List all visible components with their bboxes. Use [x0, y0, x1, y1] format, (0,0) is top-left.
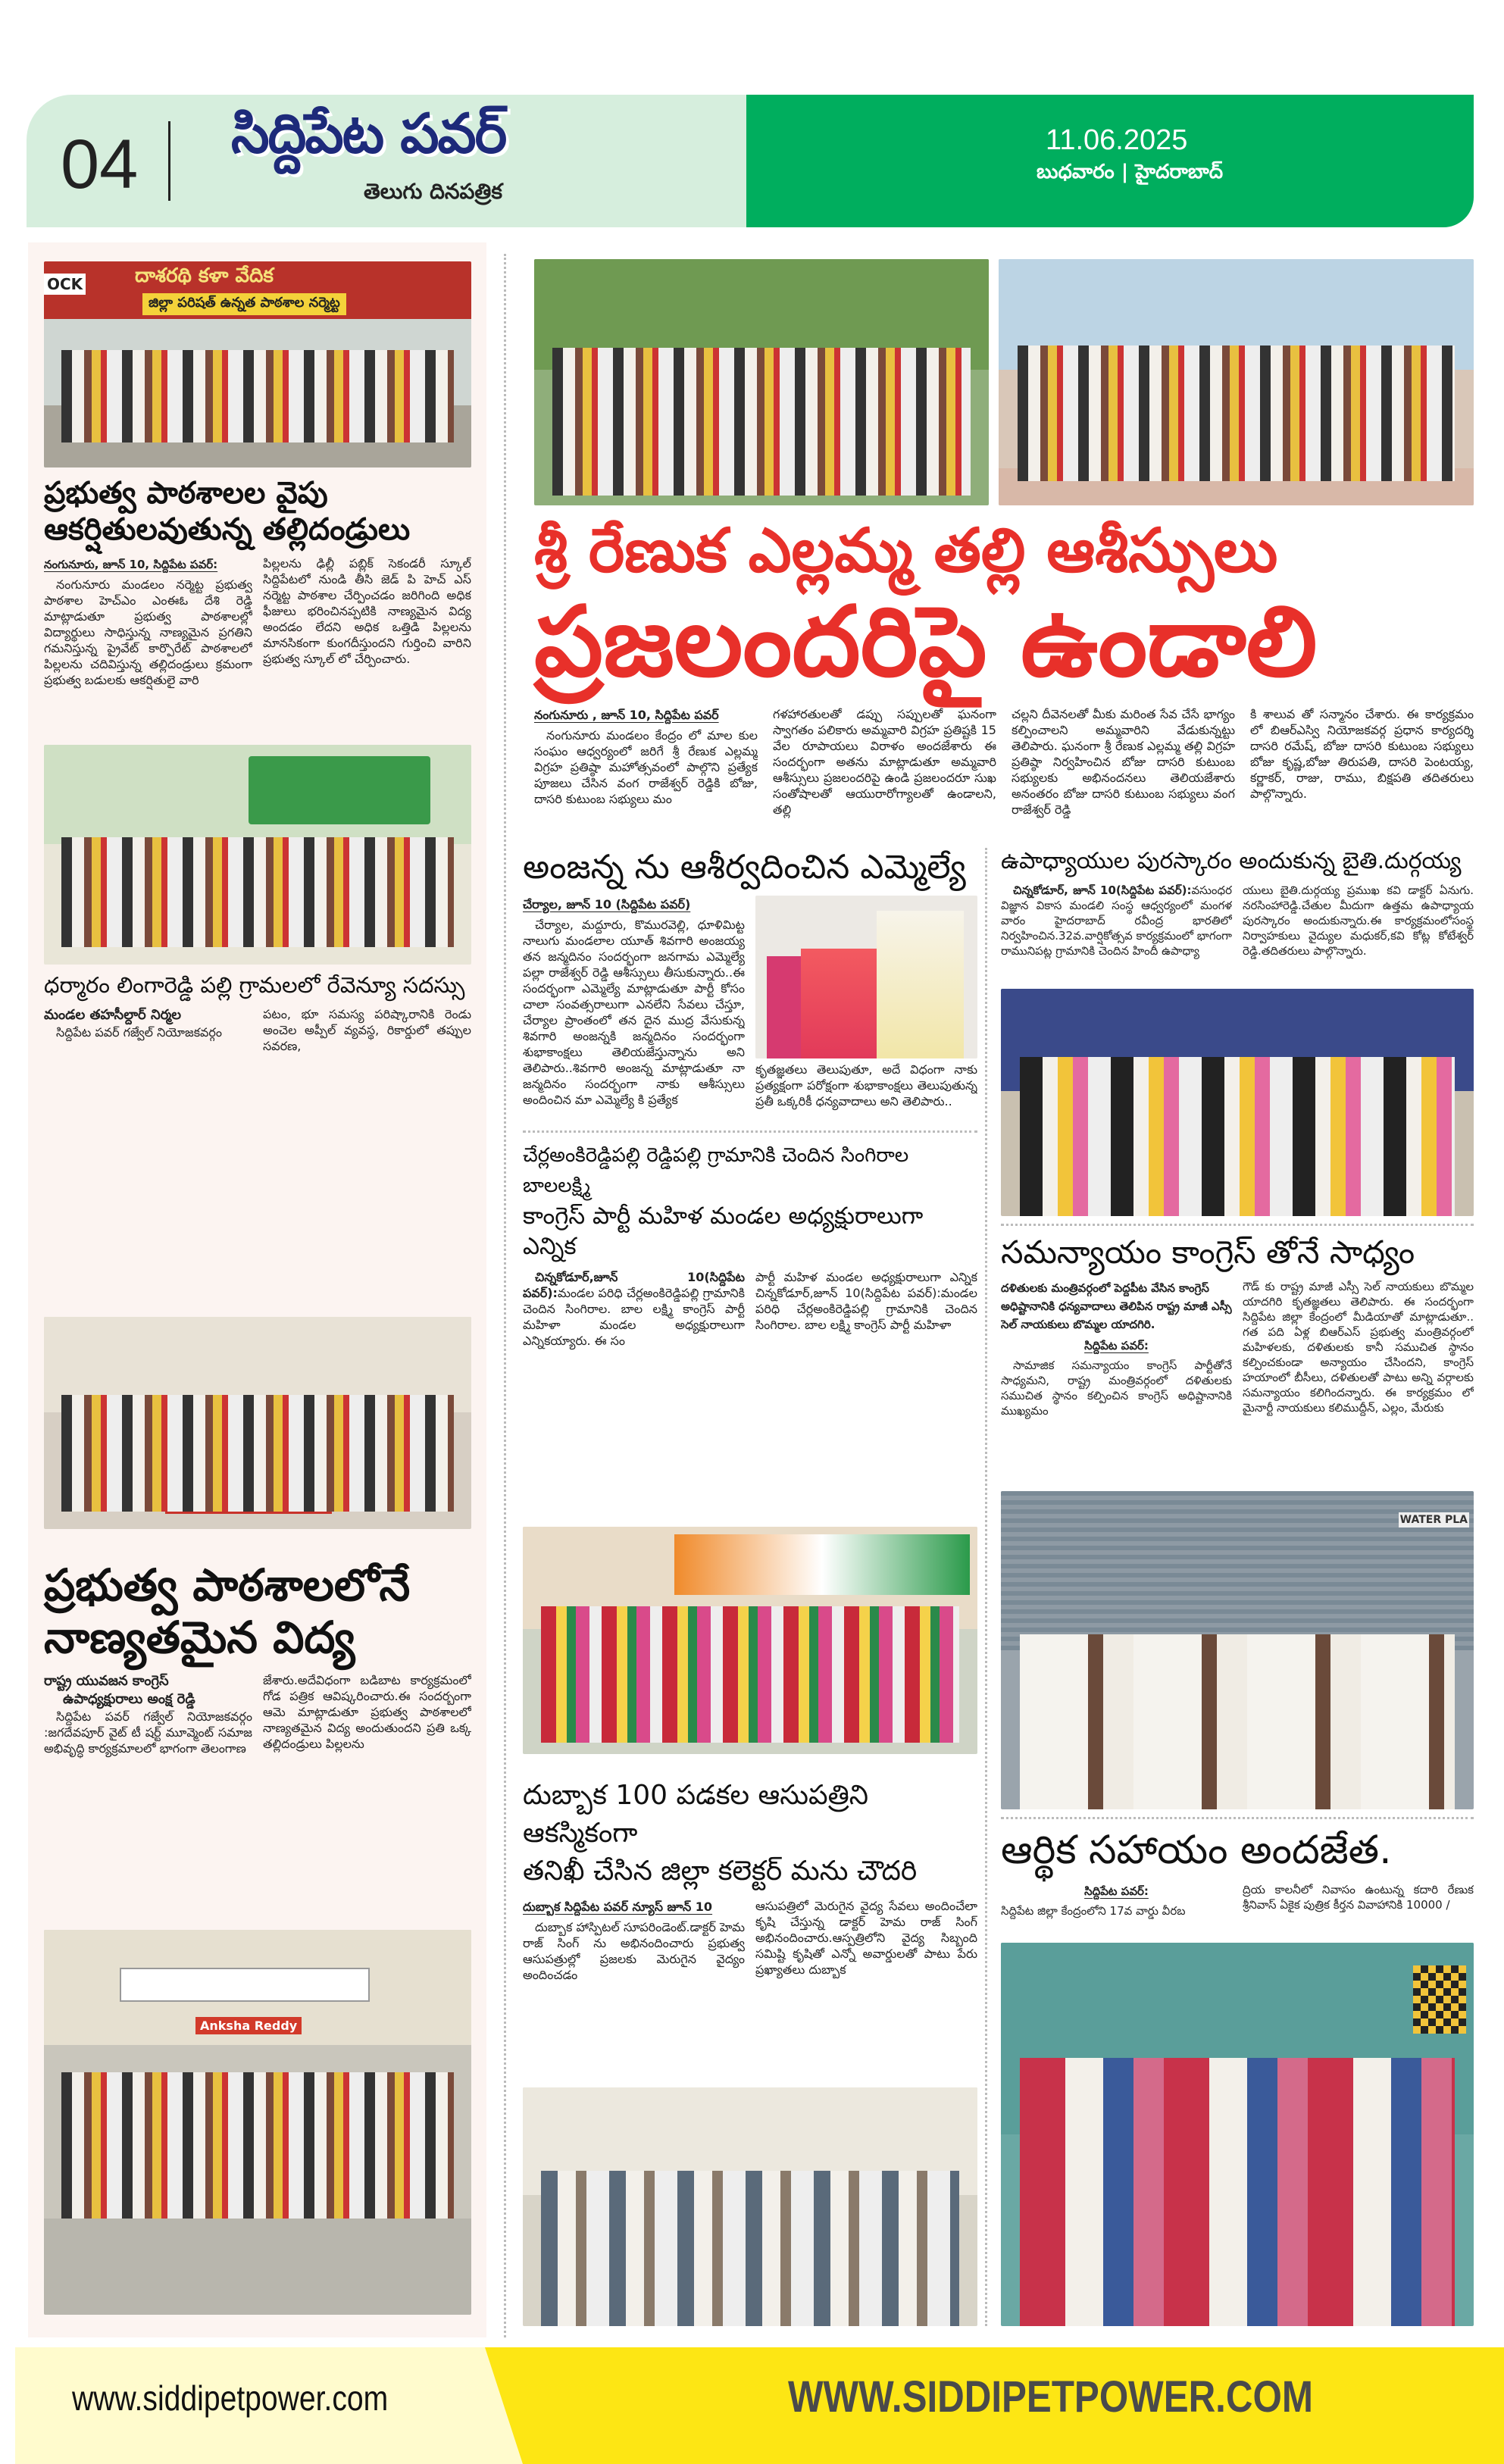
hospital-inspection-photo — [523, 2087, 977, 2326]
byline: సిద్దిపేట పవర్: — [1084, 1884, 1149, 1898]
article-column — [1243, 1882, 1474, 1935]
article-columns — [523, 1269, 977, 1519]
headline-line: శ్రీ రేణుక ఎల్లమ్మ తల్లి ఆశీస్సులు — [534, 515, 1278, 586]
article-body: జేశారు.అదేవిధంగా బడిబాట కార్యక్రమంలో గోడ పత్రిక ఆవిష్కరించారు.ఈ సందర్బంగా ఆమె మాట్లాడుతూ ప్రభుత్వ పాఠశాలలో నాణ్యతమైన విద్య అందుతుందని ప్రతి ఒక్క తల్లిదండ్రులు పిల్లలను — [263, 1672, 471, 1751]
headline — [523, 1777, 977, 1890]
headline: ఉపాధ్యాయుల పురస్కారం అందుకున్న బైతి.దుర్గయ్య — [1001, 848, 1462, 874]
subheadline: మండల తహసీల్దార్ నిర్మల — [44, 1006, 182, 1023]
article-column — [44, 555, 252, 737]
mla-blessing-photo — [755, 896, 977, 1058]
subheadline-line: రాష్ట్ర యువజన కాంగ్రెస్ — [44, 1672, 169, 1689]
article-body: కి శాలువ తో సన్మానం చేశారు. ఈ కార్యక్రమం లో బిఆర్ఎస్వి నియోజకవర్గ ప్రధాన కార్యదర్శి దాసరి రమేష్, బోజు దాసరి కుటుంబ సభ్యులు బోజు కృష్ణ,బోజు తిరుపతి, దాసరి పెంటయ్య, కర్ణాకర్, రాజు, రాము, బిక్షపతి తదితరులు పాల్గొన్నారు. — [1250, 707, 1474, 801]
headline — [523, 1140, 977, 1262]
headline-line: నాణ్యతమైన విద్య — [44, 1612, 355, 1664]
article-body: చేర్యాల, మద్దూరు, కొమురవెల్లి, ధూళిమిట్ట నాలుగు మండలాల యూత్ శివగారి అంజయ్య తన జన్మదినం సందర్భంగా జనగామ ఎమ్మెల్యే పల్లా రాజేశ్వర్ రెడ్డి ఆశీస్సులు తీసుకున్నారు..ఈ సందర్భంగా ఎమ్మెల్యే మాట్లాడుతూ పార్టీ కోసం చాలా సంవత్సరాలుగా ఎనలేని సేవలు చేస్తూ, చేర్యాల ప్రాంతంలో తన దైన ముద్ర వేసుకున్న శివగారి అంజన్నకి జన్మదినం సందర్భంగా శుభాకాంక్షలు తెలియజేస్తున్నాను అని తెలిపారు..శివగారి అంజన్న మాట్లాడుతూ నా జన్మదినం సందర్భంగా నాకు ఆశీస్సులు అందించిన మా ఎమ్మెల్యే కి ప్రత్యేక — [523, 917, 745, 1107]
article-body: యులు బైతి.దుర్గయ్య ప్రముఖ కవి డాక్టర్ ఏనుగు. నరసింహారెడ్డి.చేతుల మీదుగా ఉత్తమ ఉపాధ్యాయ పురస్కారం అందుకున్నారు.ఈ కార్యక్రమంలోసంస్థ నిర్వాహకులు వైద్యుల మధుకర్,కవి కోట్ల కోటేశ్వర్ రెడ్డి.తదితరులు పాల్గొన్నారు. — [1243, 883, 1474, 958]
article-body: నంగునూరు మండలం నర్మెట్ట ప్రభుత్వ పాఠశాల హెచ్ఎం ఎంఈఓ దేశి రెడ్డి మాట్లాడుతూ ప్రభుత్వ పాఠశాలల్లో విద్యార్థులు సాధిస్తున్న నాణ్యమైన ప్రగతిని గమనిస్తున్న ప్రైవేట్ కార్పొరేట్ పాఠశాలలో పిల్లలను చదివిస్తున్న తల్లిదండ్రులు క్రమంగా ప్రభుత్వ బడులకు ఆకర్షితులై వారి — [44, 577, 252, 687]
article-column — [1243, 883, 1474, 981]
article-columns — [1001, 883, 1474, 981]
newspaper-tagline: తెలుగు దినపత్రిక — [364, 179, 502, 204]
article-body: సిద్దిపేట జిల్లా కేంద్రంలోని 17వ వార్డు వీరబ — [1001, 1903, 1186, 1918]
article-body: ఆసుపత్రిలో మెరుగైన వైద్య సేవలు అందించేలా కృషి చేస్తున్న డాక్టర్ హెమ రాజ్ సింగ్ అభినందించారు.ఆస్పత్రిలోని వైద్య సిబ్బంది సమిష్టి కృషితో ఎన్నో అవార్డులతో పాటు పేరు ప్రఖ్యాతలు దుబ్బాక — [755, 1898, 977, 1977]
byline: చేర్యాల, జూన్ 10 (సిద్దిపేట పవర్) — [523, 896, 691, 911]
headline: ధర్మారం లింగారెడ్డి పల్లి గ్రామలలో రేవెన్యూ సదస్సు — [44, 972, 465, 998]
article-column — [1001, 1279, 1232, 1484]
subheadline: దళితులకు మంత్రివర్గంలో పెద్దపీట వేసిన కాంగ్రెస్ అధిష్టానానికి ధన్యవాదాలు తెలిపిన రాష్ట్ర మాజీ ఎస్సీ సెల్ నాయకులు బొమ్మల యాదగిరి. — [1001, 1281, 1232, 1332]
headline-line: ప్రభుత్వ పాఠశాలల వైపు — [44, 476, 328, 511]
headline: సమన్యాయం కాంగ్రెస్ తోనే సాధ్యం — [1001, 1234, 1415, 1271]
article-body: సిద్దిపేట పవర్ గజ్వేల్ నియోజకవర్గం — [56, 1024, 223, 1040]
article-column — [44, 1006, 252, 1309]
article-column — [1001, 883, 1232, 981]
byline: నంగునూరు, జూన్ 10, సిద్దిపేట పవర్: — [44, 558, 218, 571]
photo-sign: దాశరథి కళా వేదిక — [135, 264, 274, 287]
financial-aid-photo — [1001, 1943, 1474, 2326]
article-body: పిల్లలను ఢిల్లీ పబ్లిక్ సెకండరీ స్కూల్ సిద్దిపేటలో నుండి తీసి జెడ్ పి హెచ్ ఎస్ నర్మెట్ట పాఠశాల చేర్పించడం జరిగింది అధిక ఫీజులు భరించినప్పటికి నాణ్యమైన విద్య అందడం లేదని అధిక ఒత్తిడి పిల్లలను మానసికంగా కుంగదీస్తుందని గుర్తించి వారిని ప్రభుత్వ స్కూల్ లో చేర్పించారు. — [263, 556, 471, 666]
renuka-yellamma-photo-2 — [999, 259, 1474, 505]
article-text: వసుంధర విజ్ఞాన వికాస మండలి సంస్థ ఆధ్వర్యంలో మంగళ వారం హైదరాబాద్ రవీంద్ర భారతిలో నిర్వహించిన.32వ.వార్షికోత్సవ కార్యక్రమంలో భాగంగా రామునిపట్ల గ్రామానికి చెందిన హిందీ ఉపాధ్యా — [1001, 883, 1232, 958]
article-column — [755, 1898, 977, 2080]
dateline: చిన్నకోడూర్,జూన్ 10(సిద్దిపేట పవర్): — [523, 1269, 745, 1300]
article-columns — [523, 896, 977, 1123]
article-column — [1001, 1882, 1232, 1935]
revenue-sadassu-photo — [44, 1317, 471, 1529]
article-column — [1243, 1279, 1474, 1484]
row-divider — [1001, 1817, 1474, 1819]
congress-leaders-photo — [1001, 1491, 1474, 1809]
renuka-yellamma-photo-1 — [534, 259, 989, 505]
revenue-meeting-photo — [44, 745, 471, 965]
page-number: 04 — [61, 126, 139, 203]
main-area — [523, 259, 1474, 2326]
divider — [168, 121, 170, 201]
website-link-banner[interactable]: WWW.SIDDIPETPOWER.COM — [788, 2372, 1313, 2422]
article-column — [523, 896, 745, 1123]
teacher-award-photo — [1001, 989, 1474, 1216]
article-column — [1012, 706, 1235, 839]
article-text: మండల పరిధి చేర్లఅంకిరెడ్డిపల్లి గ్రామానికి చెందిన సింగిరాల. బాల లక్ష్మి కాంగ్రెస్ పార్టీ మహిళా మండల అధ్యక్షురాలుగా ఎన్నికయ్యారు. ఈ సం — [523, 1285, 745, 1348]
article-columns — [523, 1898, 977, 2080]
headline — [44, 1559, 471, 1665]
article-body: కృతజ్ఞతలు తెలుపుతూ, అదే విధంగా నాకు ప్రత్యక్షంగా పరోక్షంగా శుభాకాంక్షలు తెలుపుతున్న ప్రతీ ఒక్కరికీ ధన్యవాదాలు అని తెలిపారు.. — [755, 1062, 977, 1108]
article-body: గళహారతులతో డప్పు సప్పులతో ఘనంగా స్వాగతం పలికారు అమ్మవారి విగ్రహ ప్రతిష్టకి 15 వేల రూపాయలు విరాళం అందజేశారు ఈ సందర్భంగా అతను మాట్లాడుతూ అమ్మవారి ఆశీస్సులు ప్రజలందరిపై ఉండి ప్రజలందరూ సుఖ సంతోషాలతో ఆయురారోగ్యాలతో ఉండాలని, తల్లి — [773, 707, 996, 817]
lead-headline — [523, 514, 1474, 697]
headline — [44, 475, 471, 548]
dateline: చిన్నకోడూర్, జూన్ 10(సిద్దిపేట పవర్): — [1013, 883, 1192, 897]
column-divider — [504, 254, 506, 2337]
article-column — [263, 555, 471, 737]
article-body: పటం, భూ సమస్య పరిష్కారానికి రెండు అంచెల అప్పీల్ వ్యవస్థ, రికార్డులో తప్పుల సవరణ, — [263, 1006, 471, 1053]
article-body: సామాజిక సమన్యాయం కాంగ్రెస్ పార్టీతోనే సాధ్యమని, రాష్ట్ర మంత్రివర్గంలో దళితులకు సముచిత స్థానం కల్పించిన కాంగ్రెస్ అధిష్టానానికి ముఖ్యమం — [1001, 1359, 1232, 1418]
right-column — [985, 848, 1474, 2326]
article-body: దుబ్బాక హాస్పిటల్ సూపరిండెంట్.డాక్టర్ హెమ రాజ్ సింగ్ ను అభినందించారు ప్రభుత్వ ఆసుపత్రుల్లో ప్రజలకు మెరుగైన వైద్యం అందించడం — [523, 1919, 745, 1982]
article-body: నంగునూరు మండలం కేంద్రం లో మాల కుల సంఘం ఆధ్వర్యంలో జరిగే శ్రీ రేణుక ఎల్లమ్మ విగ్రహ ప్రతిష్ఠా మహోత్సవంలో పాల్గొని ప్రత్యేక పూజలు చేసిన వంగ రాజేశ్వర్ రెడ్డికి బోజు, దాసరి కుటుంబ సభ్యులు మం — [534, 728, 758, 806]
byline: నంగునూరు , జూన్ 10, సిద్దిపేట పవర్ — [534, 708, 719, 722]
article-column — [534, 706, 758, 839]
article-column — [773, 706, 996, 839]
photo-sign: Anksha Reddy — [195, 2017, 302, 2034]
headline-line: ప్రభుత్వ పాఠశాలలోనే — [44, 1559, 411, 1611]
headline: అంజన్న ను ఆశీర్వదించిన ఎమ్మెల్యే — [523, 848, 966, 886]
article-body — [1001, 883, 1232, 981]
byline: దుబ్బాక సిద్దిపేట పవర్ న్యూస్ జూన్ 10 — [523, 1899, 713, 1914]
article-column — [44, 1672, 252, 1922]
photo-sign: జిల్లా పరిషత్ ఉన్నత పాఠశాల నర్మెట్ట — [142, 293, 346, 315]
middle-column — [523, 848, 985, 2326]
byline: సిద్దిపేట పవర్: — [1084, 1339, 1149, 1353]
headline-line: దుబ్బాక 100 పడకల ఆసుపత్రిని ఆకస్మికంగా — [523, 1779, 868, 1849]
article-columns — [44, 1672, 471, 1922]
article-body: సిద్దిపేట పవర్ గజ్వేల్ నియోజకవర్గం :జగదేవపూర్ వైట్ టీ షర్ట్ మూవ్మెంట్ సమాజ అభివృద్ధి కార్యక్రమాలలో భాగంగా తెలంగాణ — [44, 1709, 252, 1756]
headline-line: ఆకర్షితులవుతున్న తల్లిదండ్రులు — [44, 512, 411, 547]
newspaper-logo: సిద్దిపేట పవర్ — [231, 102, 506, 165]
headline: ఆర్థిక సహాయం అందజేత. — [1001, 1828, 1392, 1874]
issue-day-place: బుధవారం | హైదరాబాద్ — [1037, 161, 1224, 183]
headline-line: తనిఖీ చేసిన జిల్లా కలెక్టర్ మను చౌదరి — [523, 1855, 918, 1887]
headline-line: కాంగ్రెస్ పార్టీ మహిళ మండల అధ్యక్షురాలుగా ఎన్నిక — [523, 1202, 924, 1260]
article-body — [523, 1269, 745, 1519]
wall-poster-launch-photo — [44, 1930, 471, 2315]
photo-sign: WATER PLA — [1399, 1514, 1468, 1527]
lead-photos — [523, 259, 1474, 505]
article-column — [263, 1006, 471, 1309]
headline-line: ప్రజలందరిపై ఉండాలి — [534, 586, 1318, 699]
article-column — [755, 896, 977, 1123]
lower-columns — [523, 848, 1474, 2326]
website-link[interactable]: www.siddipetpower.com — [72, 2378, 389, 2418]
headline-line: చేర్లఅంకిరెడ్డిపల్లి రెడ్డిపల్లి గ్రామానికి చెందిన సింగిరాల బాలలక్ష్మి — [523, 1143, 909, 1197]
subheadline — [44, 1672, 252, 1709]
article-columns — [1001, 1279, 1474, 1484]
photo-sign: OCK — [44, 274, 86, 295]
article-body: పార్టీ మహిళ మండల అధ్యక్షురాలుగా ఎన్నిక చిన్నకోడూర్,జూన్ 10(సిద్దిపేట పవర్):మండల పరిధి చేర్లఅంకిరెడ్డిపల్లి గ్రామానికి చెందిన సింగిరాల. బాల లక్ష్మి కాంగ్రెస్ పార్టీ మహిళా — [755, 1269, 977, 1332]
article-column — [755, 1269, 977, 1519]
article-column — [523, 1269, 745, 1519]
issue-date: 11.06.2025 — [1046, 124, 1188, 156]
article-body: గౌడ్ కు రాష్ట్ర మాజీ ఎస్సీ సెల్ నాయకులు బొమ్మల యాదగిరి కృతజ్ఞతలు తెలిపారు. ఈ సందర్భంగా సిద్దిపేట జిల్లా కేంద్రంలో మీడియాతో మాట్లాడుతూ.. గత పది ఏళ్ల బిఆర్ఎస్ ప్రభుత్వ మంత్రివర్గంలో మహిళలకు, దళితులకు కానీ సముచిత స్థానం కల్పించకుండా అన్యాయం చేసిందని, కాంగ్రెస్ హయాంలో బీసీలు, దళితులతో పాటు అన్ని వర్గాలకు సమన్యాయం కలిగిందన్నారు. ఈ కార్యక్రమం లో మైనార్టీ నాయకులు కలిముద్దీన్, ఎల్లం, మేరుకు — [1243, 1280, 1474, 1415]
article-columns — [44, 1006, 471, 1309]
article-columns — [1001, 1882, 1474, 1935]
article-column — [263, 1672, 471, 1922]
row-divider — [1001, 1224, 1474, 1226]
left-column — [44, 261, 471, 2315]
row-divider — [523, 1130, 977, 1133]
article-body: చల్లని దీవెనలతో మీకు మరింత సేవ చేసే భాగ్యం కల్పించాలని అమ్మవారిని వేడుకున్నట్టు తెలిపారు. ఘనంగా శ్రీ రేణుక ఎల్లమ్మ తల్లి విగ్రహ ప్రతిష్ఠా నిర్వహించిన బోజు దాసరి కుటుంబ సభ్యులకు అభినందనలు తెలియజేశారు అనంతరం బోజు దాసరి కుటుంబ సభ్యులు వంగ రాజేశ్వర్ రెడ్డి — [1012, 707, 1235, 817]
article-column — [1250, 706, 1474, 839]
article-columns — [44, 555, 471, 737]
lead-article-columns — [523, 706, 1474, 839]
article-body: ద్రియ కాలనీలో నివాసం ఉంటున్న కదారి రేణుక శ్రీనివాస్ ఏకైక పుత్రిక కీర్తన వివాహానికి 10000 / — [1243, 1882, 1474, 1912]
congress-women-photo — [523, 1527, 977, 1754]
subheadline-line: ఉపాధ్యక్షురాలు అంక్ష రెడ్డి — [63, 1690, 195, 1707]
school-photo — [44, 261, 471, 467]
article-column — [523, 1898, 745, 2080]
